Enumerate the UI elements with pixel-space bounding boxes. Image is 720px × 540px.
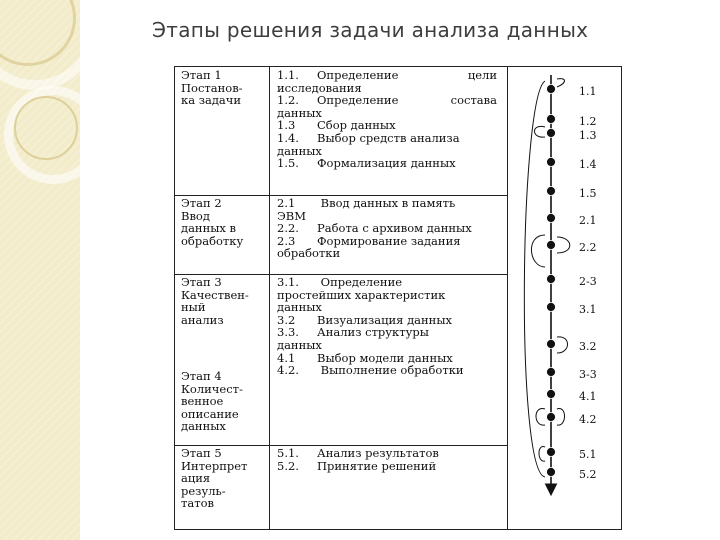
process-table [174, 66, 622, 530]
step-number: 2.3 [277, 233, 296, 248]
stage-line: обработку [181, 233, 244, 248]
flow-node-label: 3.1 [579, 303, 597, 316]
stage-line: данных в [181, 221, 237, 236]
step-text-main: Выбор средств анализа [317, 131, 460, 145]
stage-line: резуль- [181, 483, 226, 498]
flow-loop-arrow [557, 79, 565, 87]
stage-line: Количест- [181, 381, 243, 396]
stage-line: ный [181, 300, 206, 315]
flow-node [547, 187, 556, 196]
stage-line: ация [181, 471, 211, 486]
stage-line: венное [181, 394, 224, 409]
flow-loop-arrow [557, 337, 568, 353]
flow-node-label: 2.2 [579, 241, 597, 254]
step-number: 3.3. [277, 325, 299, 340]
step-continuation: простейших характеристик [277, 287, 446, 302]
step-text-main: Формализация данных [317, 156, 456, 171]
step-text-main: Сбор данных [317, 118, 396, 133]
stage-line: Постанов- [181, 80, 243, 95]
flow-node-label: 3-3 [579, 368, 597, 381]
step-text-main: Принятие решений [317, 458, 437, 473]
step-continuation: данных [277, 143, 322, 158]
stage-line: ка задачи [181, 93, 242, 108]
step-number: 3.1. [277, 275, 299, 289]
flow-loop-arrow [535, 126, 546, 137]
step-continuation: данных [277, 338, 322, 352]
step-continuation: ЭВМ [277, 208, 307, 223]
stage-line: татов [181, 496, 214, 511]
step-text-main: Выполнение обработки [317, 363, 464, 378]
step-text-main: Визуализация данных [317, 312, 452, 327]
flow-loop-arrow [536, 409, 545, 426]
flow-node [547, 115, 556, 124]
flow-node [547, 241, 556, 250]
stage-line: Этап 5 [181, 446, 222, 460]
flow-node-label: 1.2 [579, 115, 597, 128]
flow-node-label: 2.1 [579, 214, 597, 227]
stage-line: Интерпрет [181, 458, 248, 473]
flow-loop-arrow [557, 237, 570, 253]
step-text-main: Работа с архивом данных [317, 221, 472, 236]
step-text-main: Определение [317, 275, 403, 289]
step-text-main: Ввод данных в память [317, 196, 456, 210]
step-number: 4.1 [277, 350, 296, 365]
step-text-tail: цели [467, 68, 497, 82]
step-text-main: Анализ структуры [317, 325, 429, 340]
flow-node-label: 1.3 [579, 129, 597, 142]
stage-line: Качествен- [181, 287, 249, 302]
step-number: 1.2. [277, 93, 299, 108]
decorative-sidebar [0, 0, 80, 540]
decorative-ring [14, 96, 78, 160]
step-text-main: Анализ результатов [317, 446, 439, 460]
step-continuation: обработки [277, 246, 341, 261]
page-title: Этапы решения задачи анализа данных [152, 18, 589, 42]
step-number: 1.4. [277, 131, 299, 145]
flow-node [547, 129, 556, 138]
flow-feedback-arrow [524, 81, 545, 477]
step-number: 2.2. [277, 221, 299, 236]
flow-node [547, 158, 556, 167]
flow-diagram [175, 67, 621, 529]
stage-line: описание [181, 406, 239, 421]
step-number: 1.5. [277, 156, 299, 171]
flow-node-label: 1.4 [579, 158, 597, 171]
flow-loop-arrow [557, 409, 565, 426]
flow-node-label: 1.1 [579, 85, 597, 98]
stage-line: Этап 4 [181, 369, 222, 383]
stage-line: Этап 1 [181, 68, 222, 82]
stage-line: Ввод [181, 208, 210, 223]
step-text-main: Определение [317, 93, 399, 108]
step-text-main: Выбор модели данных [317, 350, 453, 365]
step-number: 1.1. [277, 68, 299, 82]
flow-node [547, 275, 556, 284]
step-continuation: данных [277, 105, 322, 120]
flow-node-label: 5.2 [579, 468, 597, 481]
flow-node [547, 368, 556, 377]
step-text-main: Формирование задания [317, 233, 461, 248]
stage-line: анализ [181, 312, 224, 327]
stage-line: данных [181, 419, 226, 434]
flow-node-label: 1.5 [579, 187, 597, 200]
step-text-tail: состава [450, 93, 497, 108]
flow-node-label: 3.2 [579, 340, 597, 353]
flow-node [547, 390, 556, 399]
flow-loop-arrow [531, 235, 545, 267]
step-text-main: Определение [317, 68, 399, 82]
stage-line: Этап 2 [181, 196, 222, 210]
flow-node [547, 340, 556, 349]
flow-loop-arrow [539, 446, 545, 461]
flow-node [547, 214, 556, 223]
step-number: 1.3 [277, 118, 296, 133]
flow-node [547, 448, 556, 457]
step-continuation: данных [277, 300, 322, 315]
flow-node [547, 468, 556, 477]
step-number: 4.2. [277, 363, 299, 378]
step-number: 5.2. [277, 458, 299, 473]
flow-node-label: 2-3 [579, 275, 597, 288]
flow-node-label: 4.1 [579, 390, 597, 403]
step-continuation: исследования [277, 80, 362, 95]
flow-node-label: 5.1 [579, 448, 597, 461]
stage-line: Этап 3 [181, 275, 222, 289]
flow-node-label: 4.2 [579, 413, 597, 426]
flow-node [547, 413, 556, 422]
step-number: 2.1 [277, 196, 296, 210]
flow-node [547, 303, 556, 312]
flow-node [547, 85, 556, 94]
step-number: 3.2 [277, 312, 296, 327]
step-number: 5.1. [277, 446, 299, 460]
